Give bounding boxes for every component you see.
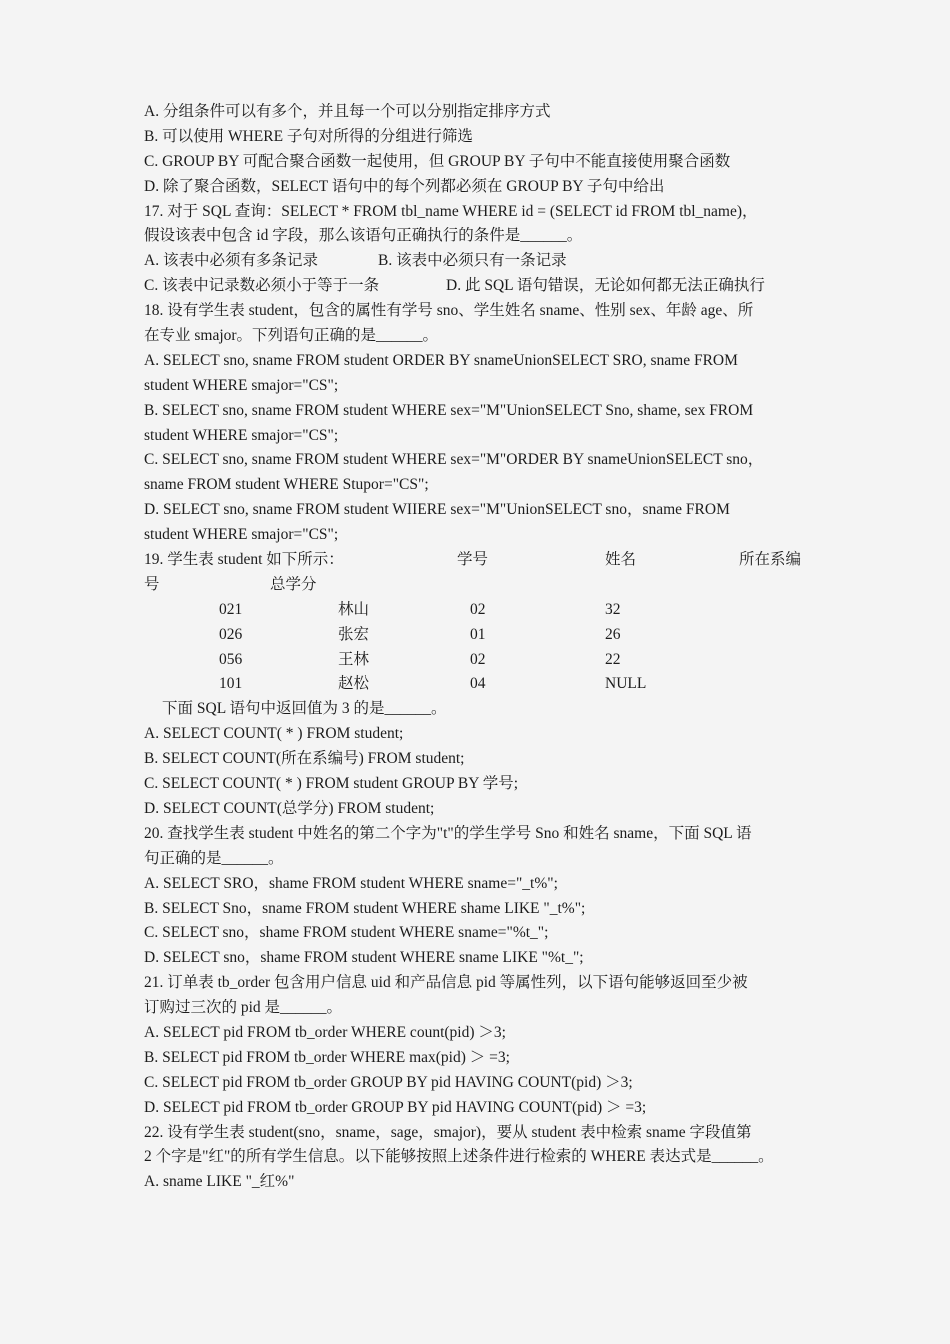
table-row bbox=[144, 623, 806, 648]
q17-options-row-1 bbox=[144, 249, 806, 274]
cell-name: 林山 bbox=[338, 600, 370, 618]
table-header-dept-cont: 号 bbox=[144, 575, 160, 593]
text-line: B. SELECT sno, sname FROM student WHERE sex="M"UnionSELECT Sno, shame, sex FROM bbox=[144, 401, 754, 419]
q19-intro-row bbox=[144, 548, 806, 573]
table-header-credits: 总学分 bbox=[270, 575, 317, 593]
text-line: A. 分组条件可以有多个，并且每一个可以分别指定排序方式 bbox=[144, 103, 551, 120]
text-line: B. SELECT pid FROM tb_order WHERE max(pid) ＞ =3; bbox=[144, 1048, 510, 1066]
text-line: A. SELECT SRO，shame FROM student WHERE sname="_t%"; bbox=[144, 874, 558, 892]
text-line: A. SELECT pid FROM tb_order WHERE count(pid) ＞3; bbox=[144, 1023, 506, 1041]
text-line: student WHERE smajor="CS"; bbox=[144, 426, 339, 444]
text-line: C. SELECT pid FROM tb_order GROUP BY pid HAVING COUNT(pid) ＞3; bbox=[144, 1073, 633, 1091]
text-line: 订购过三次的 pid 是______。 bbox=[144, 999, 343, 1017]
cell-name: 赵松 bbox=[338, 675, 370, 693]
cell-dept: 01 bbox=[470, 625, 486, 643]
text-line: B. SELECT Sno，sname FROM student WHERE shame LIKE "_t%"; bbox=[144, 899, 586, 917]
option-c: C. 该表中记录数必须小于等于一条 bbox=[144, 277, 380, 295]
cell-credits: NULL bbox=[605, 675, 647, 693]
text-line: A. SELECT COUNT( * ) FROM student; bbox=[144, 725, 404, 743]
question-22: 22. 设有学生表 student(sno，sname，sage，smajor)，要从 student 表中检索 sname 字段值第 bbox=[144, 1123, 752, 1141]
text-line: C. SELECT sno，shame FROM student WHERE sname="%t_"; bbox=[144, 924, 549, 942]
cell-sno: 021 bbox=[219, 600, 243, 618]
text-line: 假设该表中包含 id 字段，那么该语句正确执行的条件是______。 bbox=[144, 227, 583, 245]
cell-credits: 32 bbox=[605, 600, 621, 618]
text-line: B. 可以使用 WHERE 子句对所得的分组进行筛选 bbox=[144, 127, 473, 145]
cell-sno: 101 bbox=[219, 675, 243, 693]
text-line: C. GROUP BY 可配合聚合函数一起使用，但 GROUP BY 子句中不能直接使用聚合函数 bbox=[144, 152, 731, 170]
text-line: D. SELECT sno，shame FROM student WHERE sname LIKE "%t_"; bbox=[144, 949, 584, 967]
cell-dept: 02 bbox=[470, 600, 486, 618]
text-line: A. SELECT sno, sname FROM student ORDER BY snameUnionSELECT SRO, sname FROM bbox=[144, 351, 738, 369]
cell-dept: 02 bbox=[470, 650, 486, 668]
cell-dept: 04 bbox=[470, 675, 486, 693]
table-row bbox=[144, 648, 806, 673]
option-a: A. 该表中必须有多条记录 bbox=[144, 252, 318, 270]
option-b: B. 该表中必须只有一条记录 bbox=[378, 252, 567, 270]
text-line: D. 除了聚合函数，SELECT 语句中的每个列都必须在 GROUP BY 子句中给出 bbox=[144, 177, 665, 195]
text-line: A. sname LIKE "_红%" bbox=[144, 1173, 295, 1191]
cell-name: 王林 bbox=[338, 650, 370, 668]
q17-options-row-2 bbox=[144, 274, 806, 299]
text-line: C. SELECT sno, sname FROM student WHERE sex="M"ORDER BY snameUnionSELECT sno， bbox=[144, 451, 764, 469]
text-line: D. SELECT pid FROM tb_order GROUP BY pid HAVING COUNT(pid) ＞ =3; bbox=[144, 1098, 647, 1116]
table-header-name: 姓名 bbox=[605, 551, 637, 569]
text-line: B. SELECT COUNT(所在系编号) FROM student; bbox=[144, 750, 465, 768]
table-header-sno: 学号 bbox=[457, 551, 489, 569]
table-row bbox=[144, 672, 806, 697]
question-20: 20. 查找学生表 student 中姓名的第二个字为"t"的学生学号 Sno 和姓名 sname，下面 SQL 语 bbox=[144, 824, 752, 842]
document-body bbox=[144, 100, 806, 1195]
question-19: 19. 学生表 student 如下所示： bbox=[144, 551, 344, 569]
text-line: 在专业 smajor。下列语句正确的是______。 bbox=[144, 327, 439, 345]
cell-credits: 22 bbox=[605, 650, 621, 668]
table-header-dept: 所在系编 bbox=[739, 551, 802, 569]
table-row bbox=[144, 598, 806, 623]
q19-ask: 下面 SQL 语句中返回值为 3 的是______。 bbox=[162, 700, 447, 718]
text-line: 句正确的是______。 bbox=[144, 849, 284, 867]
cell-credits: 26 bbox=[605, 625, 621, 643]
text-line: D. SELECT sno, sname FROM student WIIERE sex="M"UnionSELECT sno，sname FROM bbox=[144, 501, 730, 519]
text-line: student WHERE smajor="CS"; bbox=[144, 376, 339, 394]
question-17: 17. 对于 SQL 查询：SELECT * FROM tbl_name WHERE id = (SELECT id FROM tbl_name)， bbox=[144, 202, 758, 220]
cell-sno: 056 bbox=[219, 650, 243, 668]
option-d: D. 此 SQL 语句错误，无论如何都无法正确执行 bbox=[446, 277, 765, 295]
cell-sno: 026 bbox=[219, 625, 243, 643]
text-line: sname FROM student WHERE Stupor="CS"; bbox=[144, 476, 429, 494]
cell-name: 张宏 bbox=[338, 625, 370, 643]
text-line: 2 个字是"红"的所有学生信息。以下能够按照上述条件进行检索的 WHERE 表达式是______。 bbox=[144, 1148, 774, 1166]
text-line: student WHERE smajor="CS"; bbox=[144, 526, 339, 544]
q19-header-row-2 bbox=[144, 573, 806, 598]
question-18: 18. 设有学生表 student，包含的属性有学号 sno、学生姓名 sname、性别 sex、年龄 age、所 bbox=[144, 302, 754, 320]
text-line: C. SELECT COUNT( * ) FROM student GROUP BY 学号; bbox=[144, 775, 519, 793]
question-21: 21. 订单表 tb_order 包含用户信息 uid 和产品信息 pid 等属性列，以下语句能够返回至少被 bbox=[144, 974, 748, 992]
text-line: D. SELECT COUNT(总学分) FROM student; bbox=[144, 799, 435, 817]
